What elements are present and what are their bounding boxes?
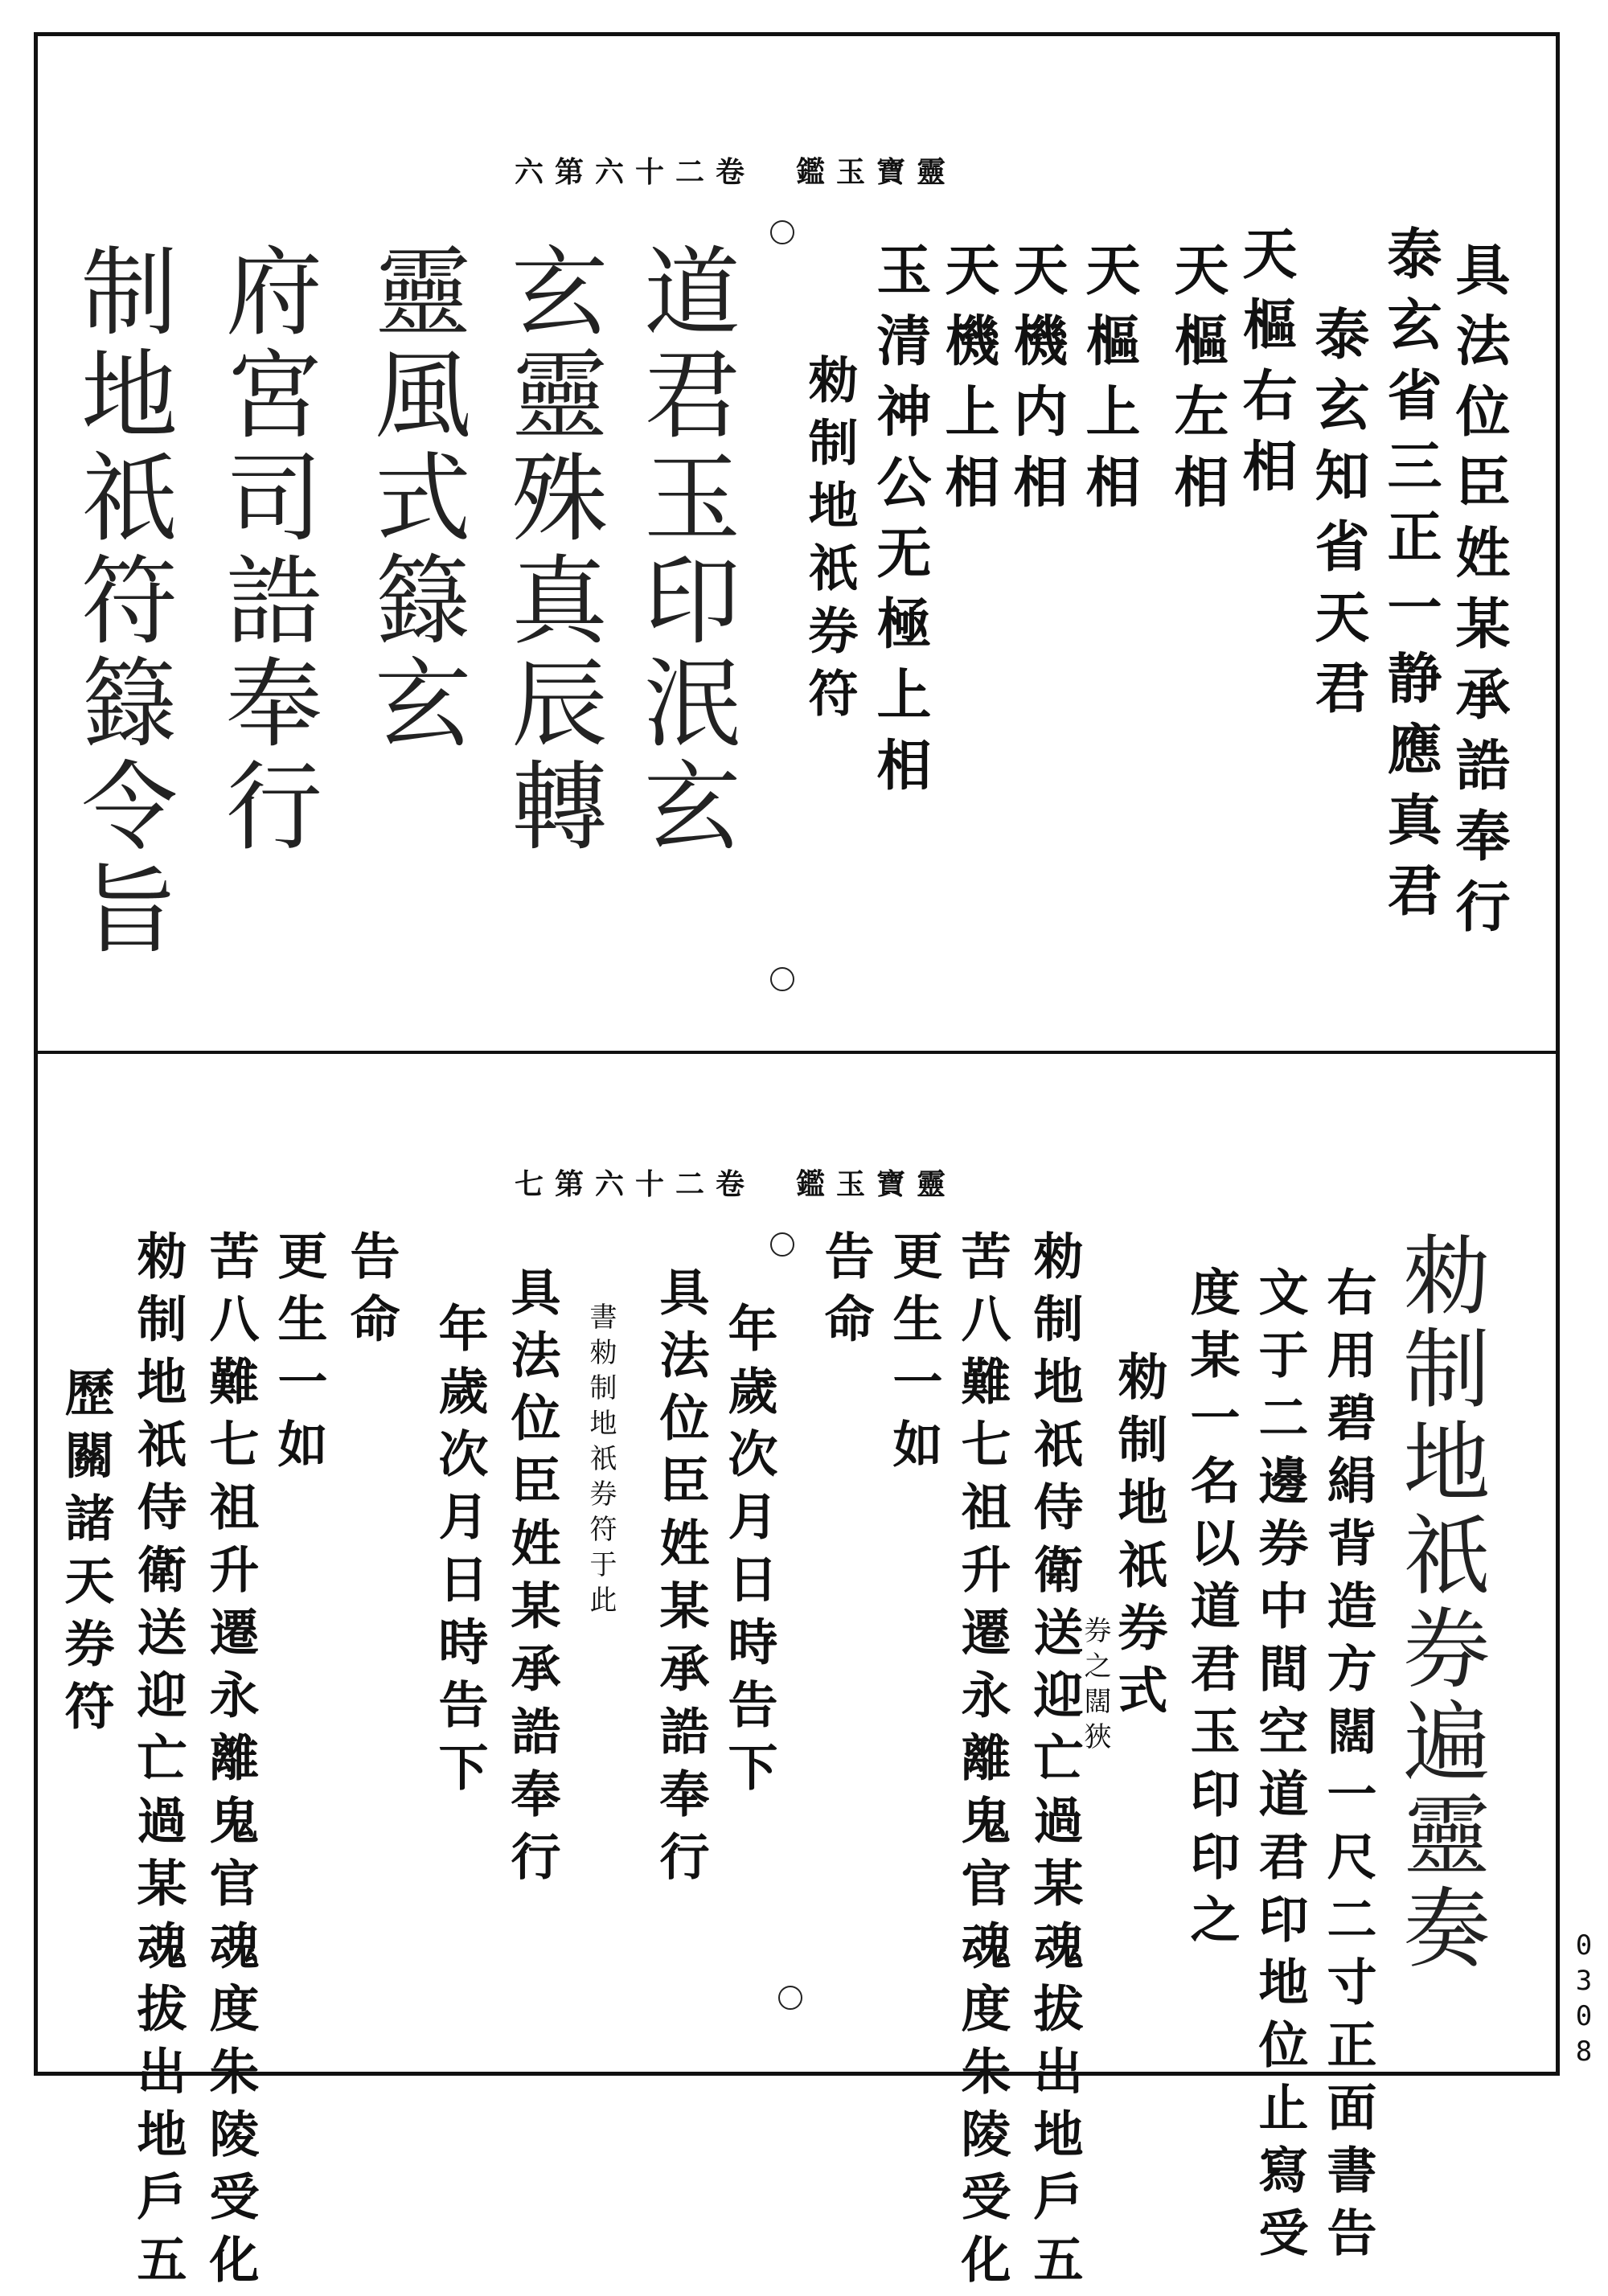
bottom-col-7: 更生一如 (884, 1230, 943, 1481)
top-col-3: 泰玄知省天君 (1306, 305, 1370, 730)
page-number: 0308 (1568, 1929, 1600, 2071)
top-col-7: 天機内相 (1004, 241, 1069, 524)
bottom-col-9: 年歲次月日時告下 (720, 1302, 778, 1804)
bottom-col-17: 勑制地祇侍衛送迎亡過某魂拔出地戶五 (129, 1230, 187, 2296)
seal-script-col-lower: 勑制地祇券遍靈奏 (1389, 1230, 1489, 1976)
top-col-9: 玉清神公无極上相 (868, 241, 932, 807)
ornament-circle (778, 1986, 802, 2010)
page-divider (34, 1051, 1560, 1054)
top-col-1: 具法位臣姓某承誥奉行 (1446, 241, 1511, 949)
top-header: 靈寶玉鑑 卷二十六第六 (515, 155, 958, 189)
bottom-col-11: 書勑制地祇券符于此 (585, 1302, 617, 1621)
bottom-col-15: 更生一如 (269, 1230, 328, 1481)
bottom-col-18: 歷關諸天券符 (56, 1367, 115, 1743)
seal-script-col-5: 制地祇符籙令旨 (65, 241, 177, 961)
bottom-col-2: 文于二邊券中間空道君印地位止寫受 (1250, 1266, 1309, 2269)
top-col-10: 勑制地祇券符 (800, 354, 859, 730)
top-col-2: 泰玄省三正一静應真君 (1378, 225, 1442, 933)
seal-script-col-4: 府宮司誥奉行 (210, 241, 322, 859)
bottom-col-5: 勑制地祇侍衛送迎亡過某魂拔出地戶五 (1025, 1230, 1084, 2296)
bottom-col-4: 勑制地祇券式 (1110, 1351, 1168, 1727)
bottom-col-16: 苦八難七祖升遷永離鬼官魂度朱陵受化 (201, 1230, 260, 2296)
bottom-col-3: 度某一名以道君玉印印之 (1182, 1266, 1241, 1956)
seal-script-col-2: 玄靈殊真辰轉 (495, 241, 607, 859)
ornament-circle (770, 220, 794, 244)
bottom-col-6: 苦八難七祖升遷永離鬼官魂度朱陵受化 (953, 1230, 1011, 2296)
bottom-col-8: 告命 (816, 1230, 875, 1355)
seal-script-col-1: 道君玉印泯玄 (628, 241, 740, 859)
top-col-8: 天機上相 (936, 241, 1000, 524)
bottom-col-14: 告命 (342, 1230, 400, 1355)
bottom-col-10: 具法位臣姓某承誥奉行 (651, 1266, 710, 1893)
bottom-col-12: 具法位臣姓某承誥奉行 (503, 1266, 561, 1893)
ornament-circle (770, 1232, 794, 1257)
bottom-note-1: 券之闊狹 (1079, 1616, 1111, 1757)
bottom-col-13: 年歲次月日時告下 (430, 1302, 489, 1804)
top-col-4: 天樞右相 (1233, 225, 1298, 508)
ornament-circle (770, 967, 794, 991)
bottom-col-1: 右用碧絹背造方闊一尺二寸正面書告 (1319, 1266, 1377, 2269)
top-col-6: 天樞上相 (1077, 241, 1141, 524)
top-col-5: 天樞左相 (1165, 241, 1229, 524)
seal-script-col-3: 靈風式籙玄 (359, 241, 470, 756)
bottom-header: 靈寶玉鑑 卷二十六第七 (515, 1167, 958, 1201)
